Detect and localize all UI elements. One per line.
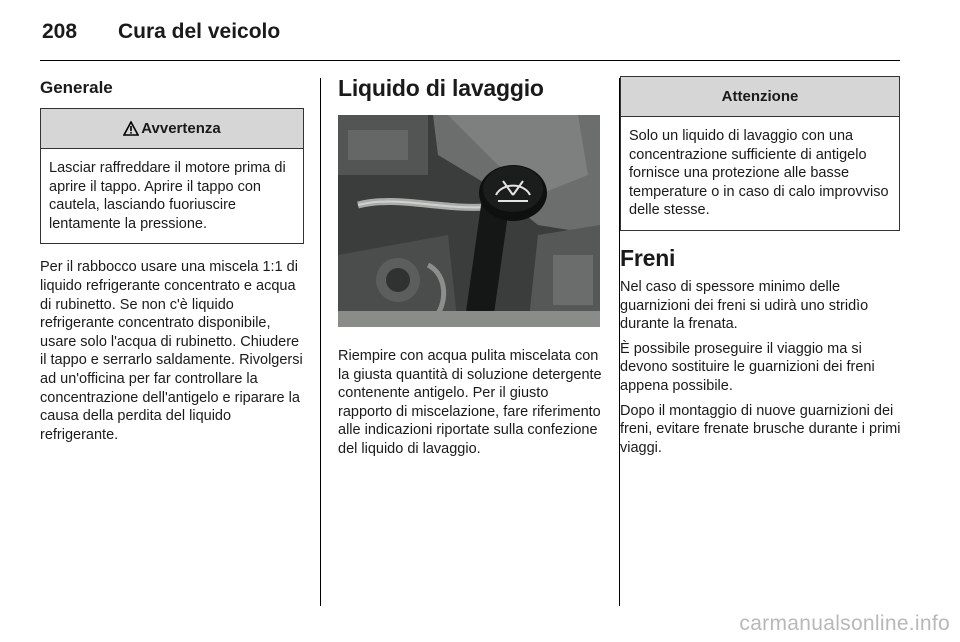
warning-box bbox=[40, 108, 304, 244]
warning-box-header bbox=[41, 109, 303, 149]
brakes-paragraph-2: È possibile proseguire il viaggio ma si devono sostituire le guarnizioni dei freni appena possibile. bbox=[620, 340, 875, 394]
watermark: carmanualsonline.info bbox=[739, 612, 950, 635]
section-heading-liquido-lavaggio: Liquido di lavaggio bbox=[338, 75, 544, 101]
running-title: Cura del veicolo bbox=[118, 20, 281, 43]
warning-box-title: Avvertenza bbox=[141, 120, 221, 137]
washer-fluid-paragraph: Riempire con acqua pulita miscelata con la giusta quantità di soluzione detergente contenente antigelo. Per il giusto rapporto di miscelazione, fare riferimento alle indicazioni riportate sulla confezione del liquido di lavaggio. bbox=[338, 348, 602, 457]
section-heading-freni: Freni bbox=[620, 244, 676, 271]
column-divider-1 bbox=[320, 78, 321, 606]
warning-triangle-icon bbox=[123, 112, 139, 152]
brakes-paragraph-1: Nel caso di spessore minimo delle guarnizioni dei freni si udirà uno stridìo durante la frenata. bbox=[620, 278, 869, 333]
right-column bbox=[620, 72, 902, 463]
coolant-paragraph: Per il rabbocco usare una miscela 1:1 di liquido refrigerante concentrato e acqua di rubinetto. Se non c'è liquido refrigerante concentrato disponibile, usare solo l'acqua di rubinetto. Chiudere il tappo e serrarlo saldamente. Rivolgersi ad un'officina per far controllare la concentrazione dell'antigelo e riparare la causa della perdita del liquido refrigerante. bbox=[40, 259, 303, 443]
page-header bbox=[42, 20, 280, 48]
page-number: 208 bbox=[42, 20, 78, 43]
warning-box-text: Lasciar raffreddare il motore prima di aprire il tappo. Aprire il tappo con cautela, lasciando fuoriuscire lentamente la pressione. bbox=[49, 160, 286, 232]
washer-reservoir-photo bbox=[338, 115, 600, 327]
attention-box-header: Attenzione bbox=[621, 77, 899, 117]
attention-box-text: Solo un liquido di lavaggio con una concentrazione sufficiente di antigelo fornisce una protezione alle basse temperature o in caso di calo improvviso delle stesse. bbox=[629, 128, 889, 219]
left-column bbox=[40, 72, 304, 450]
attention-box bbox=[620, 76, 900, 231]
brakes-paragraph-3: Dopo il montaggio di nuove guarnizioni dei freni, evitare frenate brusche durante i primi viaggi. bbox=[620, 402, 901, 456]
middle-column bbox=[338, 72, 602, 465]
section-heading-generale: Generale bbox=[40, 78, 113, 97]
header-rule bbox=[40, 60, 900, 61]
